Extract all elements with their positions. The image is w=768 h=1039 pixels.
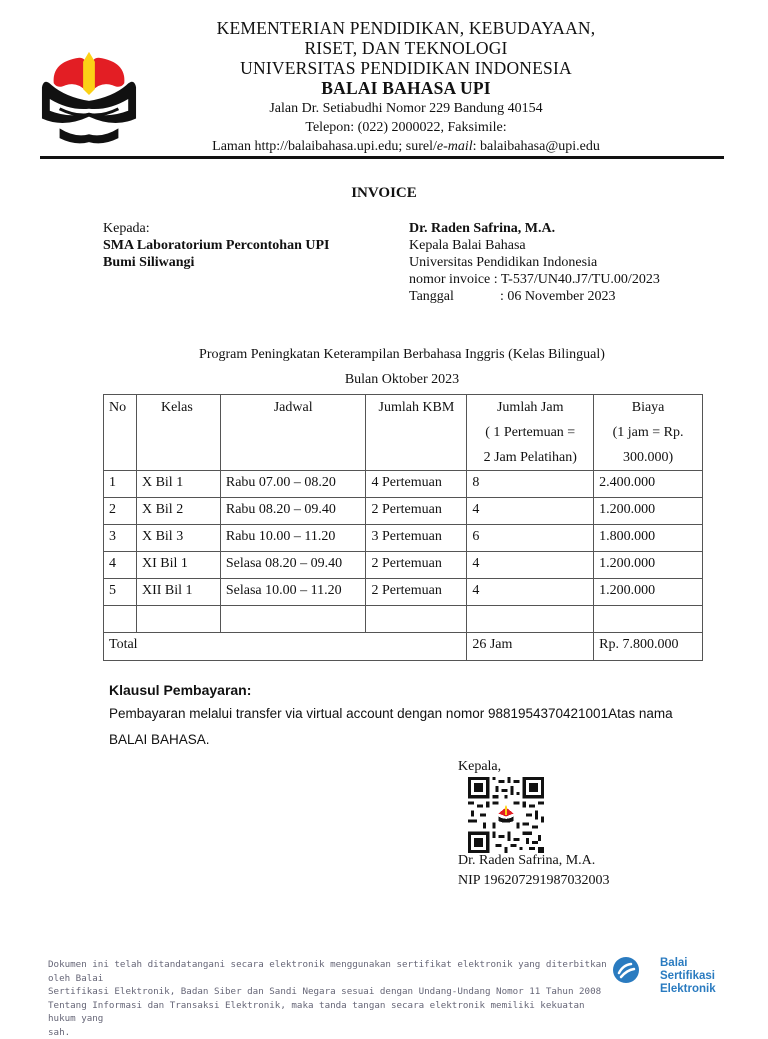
total-jam: 26 Jam: [467, 633, 594, 661]
unit-name: BALAI BAHASA UPI: [150, 78, 662, 98]
signature-label: Kepala,: [458, 758, 501, 775]
qr-code-signature: [468, 777, 544, 853]
web-email: [150, 137, 662, 156]
notice-line-3: Tentang Informasi dan Transaksi Elektronik, maka tanda tangan secara elektronik memiliki kekuatan hukum yang: [48, 999, 608, 1026]
payment-text-2: BALAI BAHASA.: [109, 732, 210, 747]
cell-kelas: X Bil 1: [136, 471, 220, 498]
program-title: Program Peningkatan Keterampilan Berbahasa Inggris (Kelas Bilingual): [0, 346, 768, 363]
cell-jadwal: Rabu 08.20 – 09.40: [220, 498, 366, 525]
email-label: e-mail: [437, 139, 473, 154]
header-jadwal: Jadwal: [220, 395, 366, 471]
total-label: Total: [104, 633, 467, 661]
sender-name: Dr. Raden Safrina, M.A.: [409, 220, 555, 237]
header-biaya: [594, 395, 703, 471]
header-biaya-2: (1 jam = Rp.: [599, 420, 697, 445]
bse-logo-text: [660, 957, 716, 996]
cell-kelas: XII Bil 1: [136, 579, 220, 606]
notice-line-2: Sertifikasi Elektronik, Badan Siber dan Sandi Negara sesuai dengan Undang-Undang Nomor 11 Tahun 2008: [48, 985, 608, 999]
cell-jadwal: Rabu 07.00 – 08.20: [220, 471, 366, 498]
cell-biaya: 1.200.000: [594, 498, 703, 525]
payment-heading: Klausul Pembayaran:: [109, 682, 251, 698]
table-row: [104, 498, 703, 525]
table-row: [104, 552, 703, 579]
cell-jam: 4: [467, 498, 594, 525]
ministry-line-1: KEMENTERIAN PENDIDIKAN, KEBUDAYAAN,: [150, 18, 662, 38]
cell-kelas: X Bil 3: [136, 525, 220, 552]
cell-no: 1: [104, 471, 137, 498]
cell-no: 3: [104, 525, 137, 552]
invoice-number: nomor invoice : T-537/UN40.J7/TU.00/2023: [409, 271, 660, 288]
letterhead: [150, 18, 662, 156]
program-month: Bulan Oktober 2023: [0, 371, 768, 388]
signer-nip: NIP 196207291987032003: [458, 872, 610, 889]
bse-line-3: Elektronik: [660, 983, 716, 996]
document-title: INVOICE: [0, 185, 768, 202]
sender-institution: Universitas Pendidikan Indonesia: [409, 254, 597, 271]
total-biaya: Rp. 7.800.000: [594, 633, 703, 661]
header-biaya-3: 300.000): [599, 445, 697, 470]
invoice-date-value: : 06 November 2023: [500, 288, 615, 305]
sender-position: Kepala Balai Bahasa: [409, 237, 526, 254]
cell-jadwal: Selasa 10.00 – 11.20: [220, 579, 366, 606]
esignature-notice: [48, 958, 608, 1039]
header-no: No: [104, 395, 137, 471]
table-row: [104, 525, 703, 552]
cell-kbm: 2 Pertemuan: [366, 579, 467, 606]
bse-line-1: Balai: [660, 957, 716, 970]
table-empty-row: [104, 606, 703, 633]
header-kbm: Jumlah KBM: [366, 395, 467, 471]
cell-biaya: 1.200.000: [594, 579, 703, 606]
invoice-table: [103, 394, 703, 661]
header-kelas: Kelas: [136, 395, 220, 471]
cell-biaya: 1.800.000: [594, 525, 703, 552]
cell-biaya: 2.400.000: [594, 471, 703, 498]
cell-kelas: X Bil 2: [136, 498, 220, 525]
cell-no: 4: [104, 552, 137, 579]
header-jam: [467, 395, 594, 471]
header-jam-1: Jumlah Jam: [472, 395, 588, 420]
header-divider: [40, 156, 724, 159]
cell-no: 5: [104, 579, 137, 606]
table-total-row: [104, 633, 703, 661]
university-name: UNIVERSITAS PENDIDIKAN INDONESIA: [150, 58, 662, 78]
notice-line-1: Dokumen ini telah ditandatangani secara elektronik menggunakan sertifikat elektronik yang diterbitkan oleh Balai: [48, 958, 608, 985]
header-jam-3: 2 Jam Pelatihan): [472, 445, 588, 470]
cell-jam: 6: [467, 525, 594, 552]
payment-text-1: Pembayaran melalui transfer via virtual account dengan nomor 9881954370421001Atas nama: [109, 706, 673, 721]
bse-line-2: Sertifikasi: [660, 970, 716, 983]
recipient-label: Kepada:: [103, 220, 150, 237]
invoice-date-label: Tanggal: [409, 288, 454, 305]
cell-no: 2: [104, 498, 137, 525]
web-link[interactable]: Laman http://balaibahasa.upi.edu; surel/: [212, 139, 437, 154]
address: Jalan Dr. Setiabudhi Nomor 229 Bandung 40154: [150, 99, 662, 118]
upi-logo: [40, 48, 138, 146]
recipient-name-1: SMA Laboratorium Percontohan UPI: [103, 237, 329, 254]
recipient-name-2: Bumi Siliwangi: [103, 254, 194, 271]
cell-jam: 4: [467, 552, 594, 579]
cell-kbm: 4 Pertemuan: [366, 471, 467, 498]
bse-logo: [612, 956, 640, 984]
cell-jadwal: Rabu 10.00 – 11.20: [220, 525, 366, 552]
cell-kelas: XI Bil 1: [136, 552, 220, 579]
cell-biaya: 1.200.000: [594, 552, 703, 579]
cell-kbm: 2 Pertemuan: [366, 552, 467, 579]
cell-jam: 8: [467, 471, 594, 498]
notice-line-4: sah.: [48, 1026, 608, 1039]
table-row: [104, 471, 703, 498]
ministry-line-2: RISET, DAN TEKNOLOGI: [150, 38, 662, 58]
email-address[interactable]: : balaibahasa@upi.edu: [473, 139, 600, 154]
cell-jadwal: Selasa 08.20 – 09.40: [220, 552, 366, 579]
table-row: [104, 579, 703, 606]
table-header-row: [104, 395, 703, 471]
cell-kbm: 3 Pertemuan: [366, 525, 467, 552]
signer-name: Dr. Raden Safrina, M.A.: [458, 852, 595, 869]
header-biaya-1: Biaya: [599, 395, 697, 420]
cell-kbm: 2 Pertemuan: [366, 498, 467, 525]
phone: Telepon: (022) 2000022, Faksimile:: [150, 118, 662, 137]
cell-jam: 4: [467, 579, 594, 606]
header-jam-2: ( 1 Pertemuan =: [472, 420, 588, 445]
